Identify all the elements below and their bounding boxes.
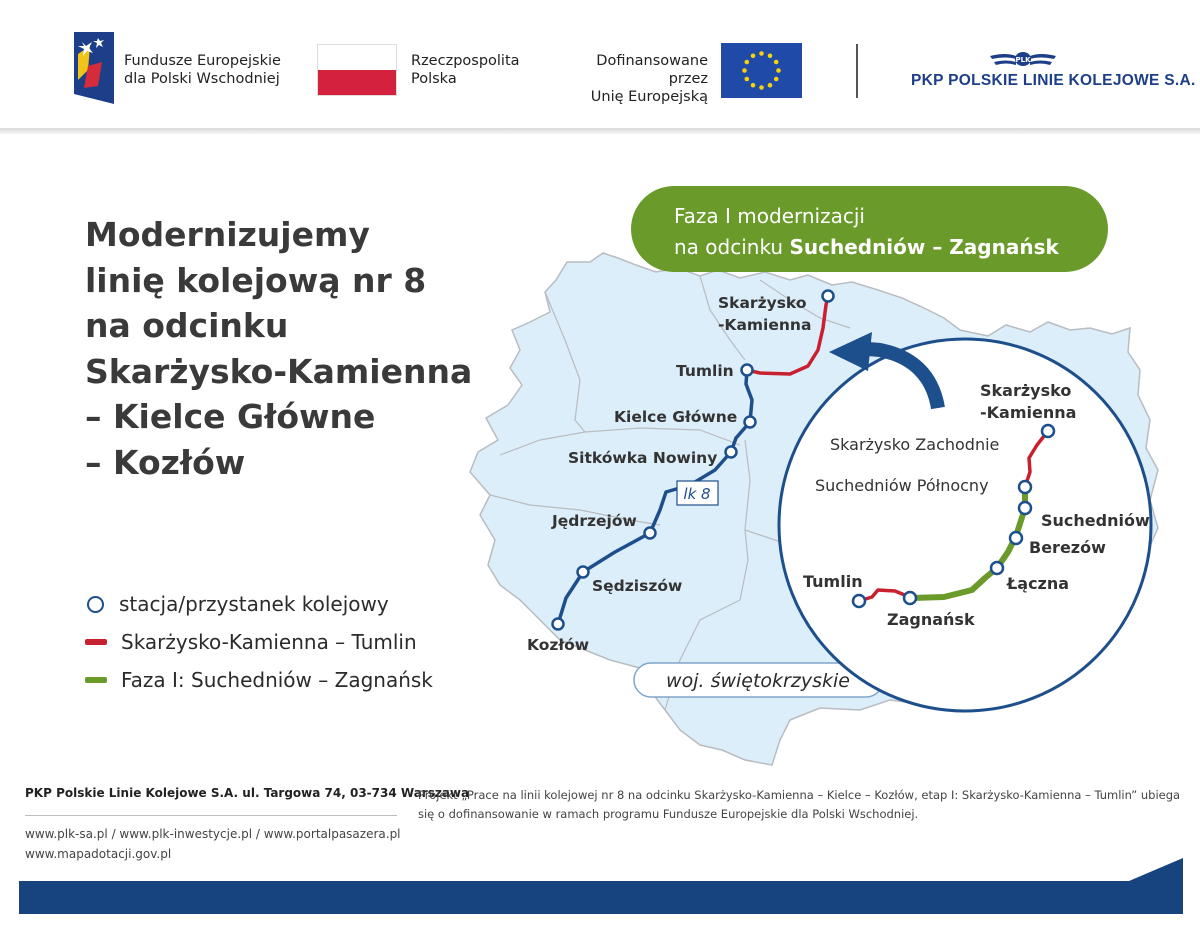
plk-logo-mark: PLK [1015, 56, 1031, 64]
footer-links-line-2: www.mapadotacji.gov.pl [25, 847, 172, 861]
phase-banner-line-2-prefix: na odcinku [674, 235, 790, 259]
station-marker-kozlow [553, 619, 564, 630]
inset-marker-suchedniow-pln [1019, 481, 1031, 493]
inset-marker-skarzysko [1042, 425, 1054, 437]
footer-divider [25, 815, 397, 816]
eu-logo-text-line2: Unię Europejską [590, 89, 708, 105]
label-tumlin: Tumlin [676, 362, 734, 380]
label-skarzysko-2: -Kamienna [718, 316, 812, 334]
station-marker-sedziszow [578, 567, 589, 578]
inset-label-zagnansk: Zagnańsk [887, 610, 975, 629]
pkp-company-logo-text: PKP POLSKIE LINIE KOLEJOWE S.A. [911, 72, 1196, 89]
label-sitkowka: Sitkówka Nowiny [568, 449, 718, 467]
headline-line-3: na odcinku [85, 306, 289, 345]
inset-label-berezow: Berezów [1029, 538, 1106, 557]
headline-line-1: Modernizujemy [85, 215, 370, 254]
inset-marker-zagnansk [904, 592, 916, 604]
footer-links-line-1: www.plk-sa.pl / www.plk-inwestycje.pl / www.portalpasazera.pl [25, 827, 401, 841]
headline-line-4: Skarżysko-Kamienna [85, 351, 473, 391]
inset-marker-tumlin [853, 595, 865, 607]
inset-label-skarzysko-1: Skarżysko [980, 381, 1072, 400]
inset-marker-berezow [1010, 532, 1022, 544]
label-kozlow: Kozłów [527, 636, 590, 654]
phase-banner-line-2-bold: Suchedniów – Zagnańsk [789, 235, 1059, 259]
legend-label-green-line: Faza I: Suchedniów – Zagnańsk [121, 668, 433, 692]
station-marker-tumlin [742, 365, 753, 376]
station-marker-kielce [745, 417, 756, 428]
line-tag-label: lk 8 [683, 485, 711, 503]
station-marker-jedrzejow [645, 528, 656, 539]
rp-logo-text-line1: Rzeczpospolita [411, 53, 520, 69]
inset-label-laczna: Łączna [1007, 574, 1070, 593]
fe-logo-text-line1: Fundusze Europejskie [124, 53, 281, 69]
inset-label-skarzysko-2: -Kamienna [980, 403, 1077, 422]
station-marker-sitkowka [726, 447, 737, 458]
footer-company-address: PKP Polskie Linie Kolejowe S.A. ul. Targowa 74, 03-734 Warszawa [25, 786, 470, 800]
headline-line-2: linię kolejową nr 8 [85, 260, 427, 300]
inset-marker-suchedniow [1019, 502, 1031, 514]
fe-logo-text-line2: dla Polski Wschodniej [124, 71, 280, 87]
headline-line-6: – Kozłów [85, 442, 246, 482]
inset-label-suchedniow: Suchedniów [1041, 511, 1150, 530]
eu-logo-text-line1: Dofinansowane przez [596, 53, 708, 87]
footer-band [19, 858, 1183, 914]
legend-label-station: stacja/przystanek kolejowy [119, 592, 389, 616]
station-marker-skarzysko [823, 291, 834, 302]
label-jedrzejow: Jędrzejów [552, 512, 637, 530]
label-kielce: Kielce Główne [614, 408, 738, 426]
inset-label-skarzysko-zach: Skarżysko Zachodnie [830, 435, 1000, 454]
phase-banner-line-1: Faza I modernizacji [674, 204, 865, 228]
inset-label-tumlin: Tumlin [803, 572, 863, 591]
phase-banner-line-2 [674, 235, 1059, 259]
phase-banner [631, 186, 1108, 272]
footer-project-note: Projekt „Prace na linii kolejowej nr 8 na odcinku Skarżysko-Kamienna – Kielce – Kozłów, etap I: Skarżysko-Kamienna – Tumlin” ubiega się o dofinansowanie w ramach programu Fundusze Europejskie dla Polski Wschodniej. [418, 788, 1181, 821]
region-label: woj. świętokrzyskie [666, 670, 850, 692]
label-sedziszow: Sędziszów [592, 577, 683, 595]
label-skarzysko-1: Skarżysko [718, 294, 807, 312]
headline-line-5: – Kielce Główne [85, 397, 376, 436]
legend-label-red-line: Skarżysko-Kamienna – Tumlin [121, 630, 417, 654]
rp-logo-text-line2: Polska [411, 71, 457, 87]
inset-label-suchedniow-pln: Suchedniów Północny [815, 476, 989, 495]
inset-marker-laczna [991, 562, 1003, 574]
